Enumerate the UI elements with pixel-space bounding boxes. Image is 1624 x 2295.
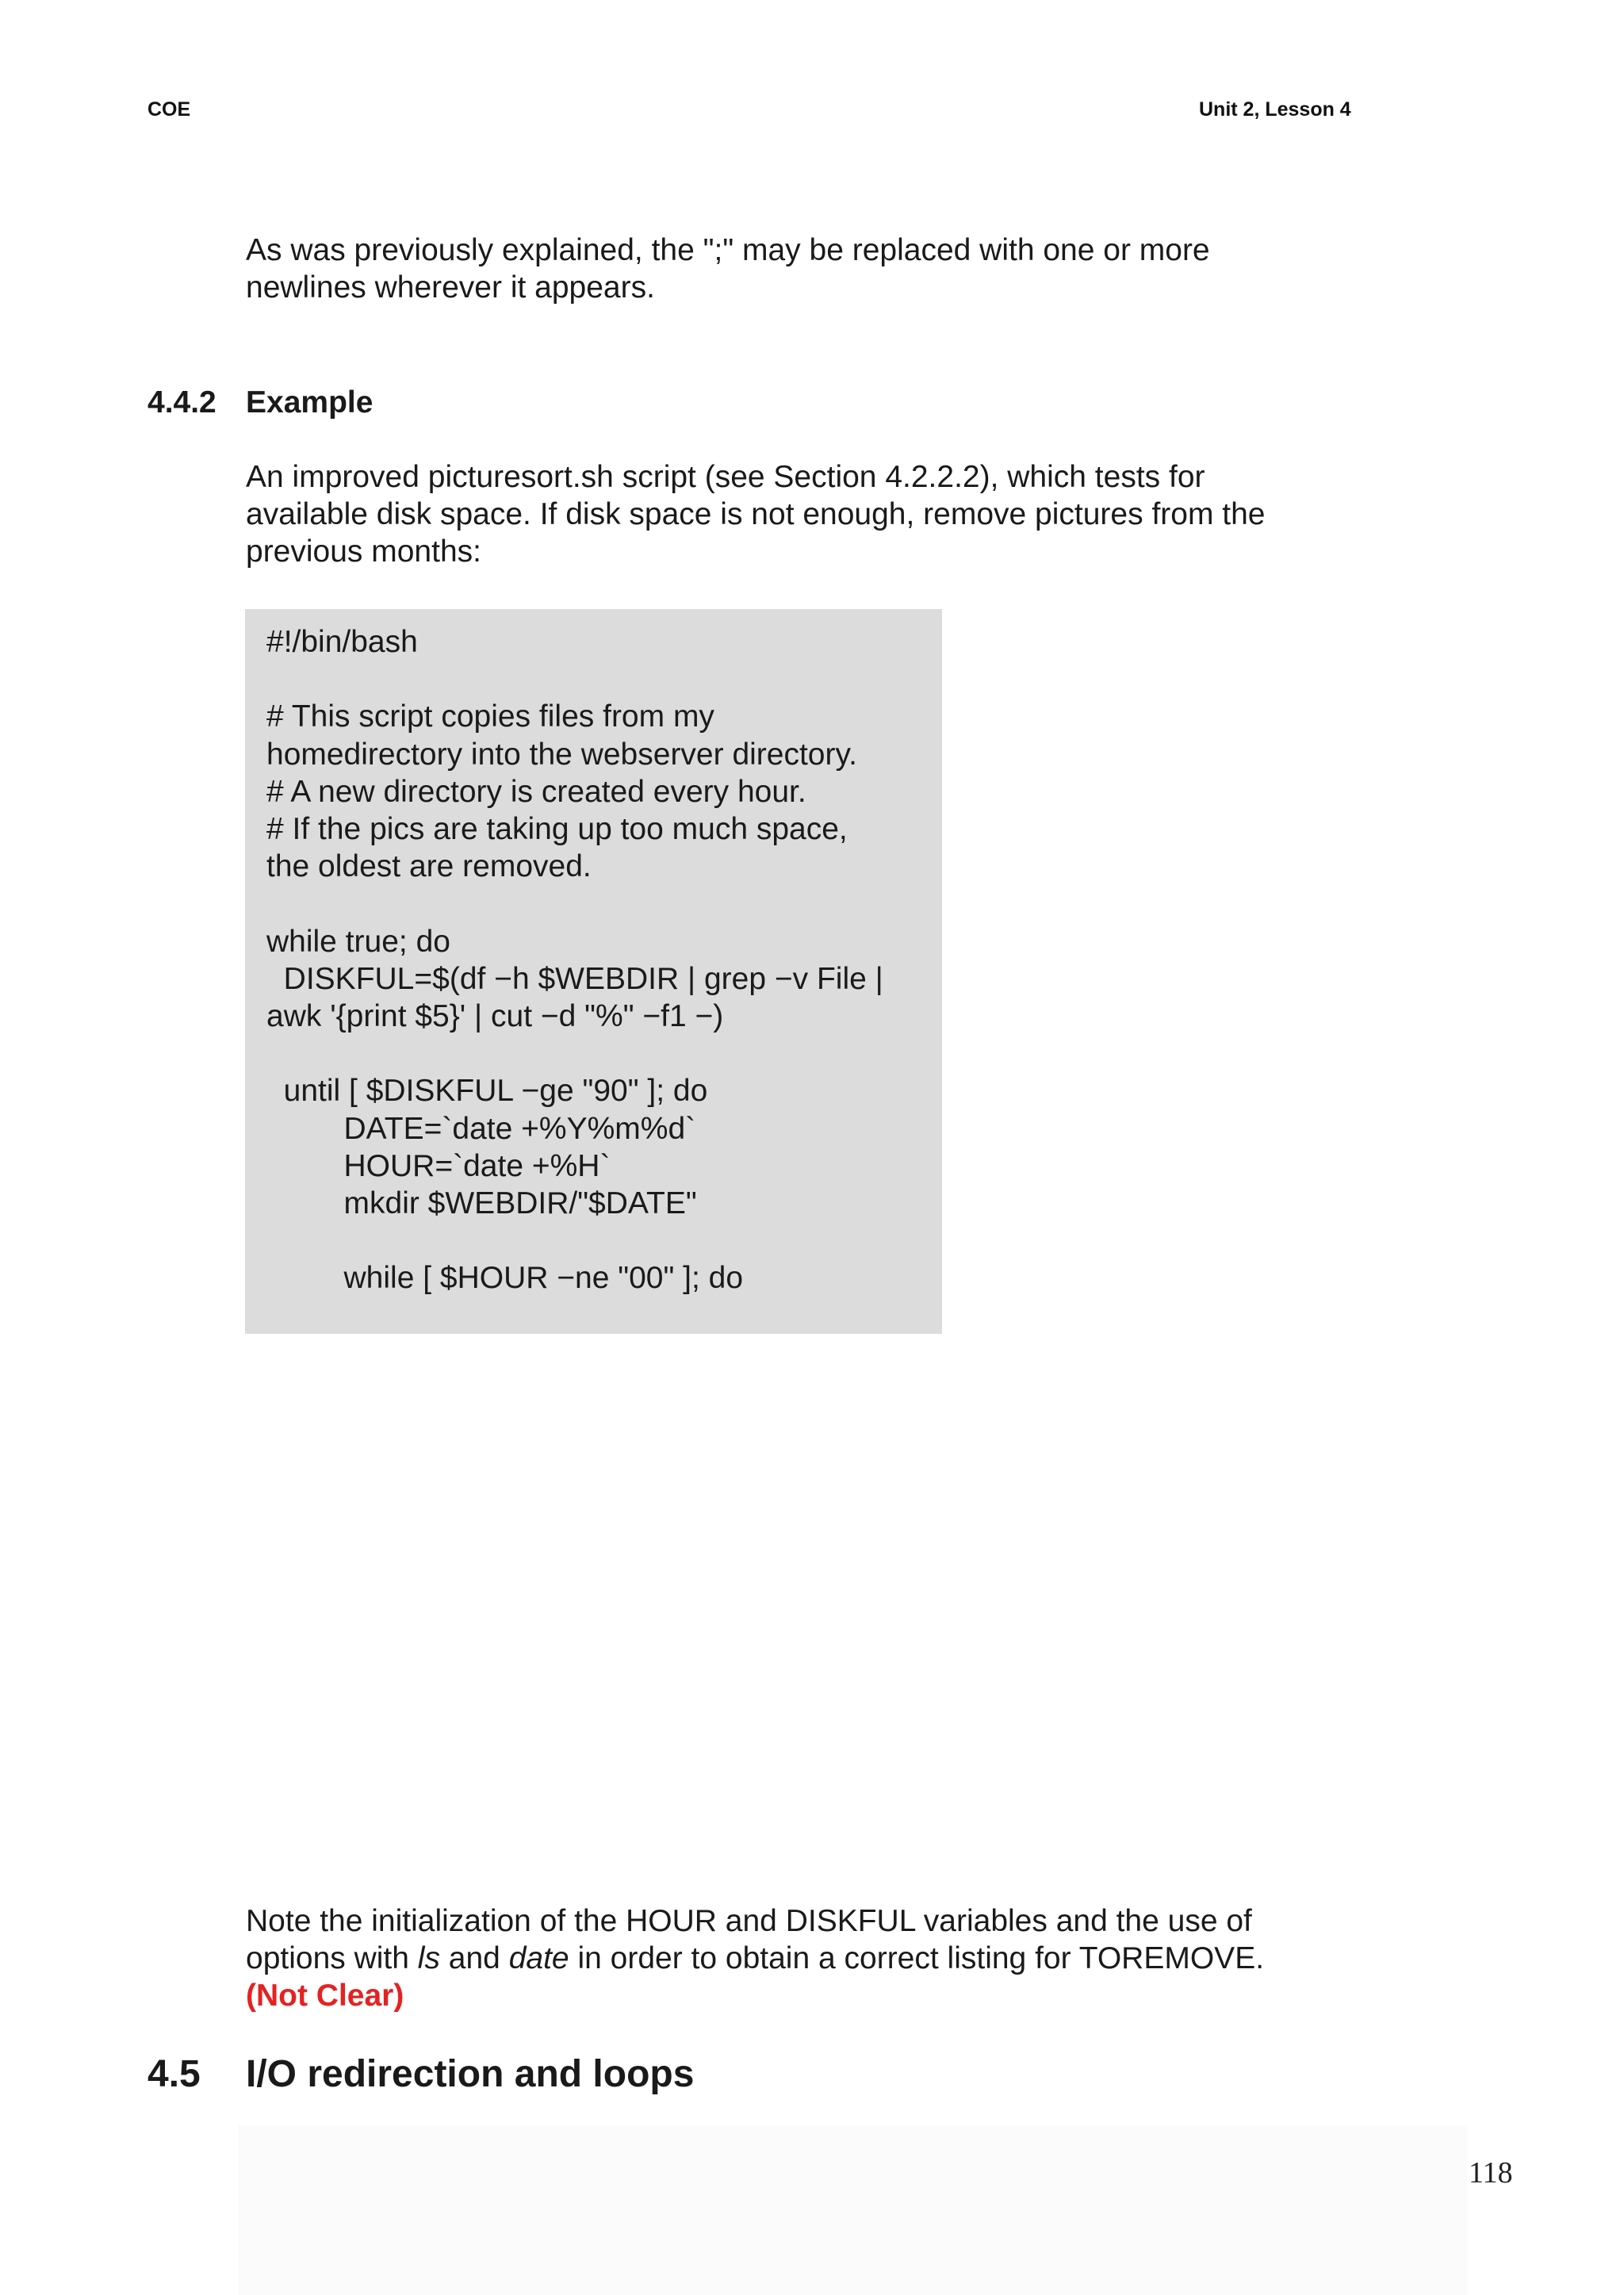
code-line [266,661,948,698]
page-number: 118 [1469,2156,1513,2190]
intro-line-1: As was previously explained, the ";" may be replaced with one or more [246,233,1210,267]
code-line: mkdir $WEBDIR/"$DATE" [266,1186,697,1221]
code-line: DATE=`date +%Y%m%d` [266,1111,696,1146]
code-line: # If the pics are taking up too much space, [266,812,848,847]
code-listing [266,623,948,1297]
example-paragraph [246,458,1372,570]
section-number: 4.4.2 [147,385,216,420]
code-line: # This script copies files from my [266,699,714,734]
code-line [266,885,948,922]
code-line [266,1222,948,1259]
example-line-1: An improved picturesort.sh script (see Section 4.2.2.2), which tests for [246,460,1205,494]
header-left: COE [147,98,191,121]
code-line: homedirectory into the webserver directory. [266,737,857,772]
not-clear-label: (Not Clear) [246,1979,404,2013]
code-line: the oldest are removed. [266,849,592,884]
note-line-1: Note the initialization of the HOUR and DISKFUL variables and the use of [246,1904,1252,1938]
example-line-3: previous months: [246,534,481,569]
code-line: awk '{print $5}' | cut −d "%" −f1 −) [266,999,724,1034]
intro-line-2: newlines wherever it appears. [246,270,655,305]
note-line-2-mid: and [439,1941,509,1975]
section-title: Example [246,385,373,420]
section-45-number: 4.5 [147,2053,201,2095]
code-line: HOUR=`date +%H` [266,1148,611,1183]
note-line-2-suffix: in order to obtain a correct listing for TOREMOVE. [569,1941,1265,1975]
code-line: #!/bin/bash [266,625,418,659]
ls-term: ls [417,1941,440,1975]
code-line: while true; do [266,924,450,959]
code-line: while [ $HOUR −ne "00" ]; do [266,1261,744,1296]
code-line: until [ $DISKFUL −ge "90" ]; do [266,1074,708,1109]
intro-paragraph [246,232,1372,306]
code-line: # A new directory is created every hour. [266,774,806,809]
date-term: date [508,1941,569,1975]
note-line-2-prefix: options with [246,1941,418,1975]
example-line-2: available disk space. If disk space is not enough, remove pictures from the [246,497,1266,531]
code-line [266,1035,948,1072]
header-right: Unit 2, Lesson 4 [1199,98,1351,121]
section-45-title: I/O redirection and loops [246,2053,695,2095]
bottom-shade [238,2125,1467,2295]
note-paragraph [246,1902,1372,2014]
code-line: DISKFUL=$(df −h $WEBDIR | grep −v File | [266,961,883,996]
